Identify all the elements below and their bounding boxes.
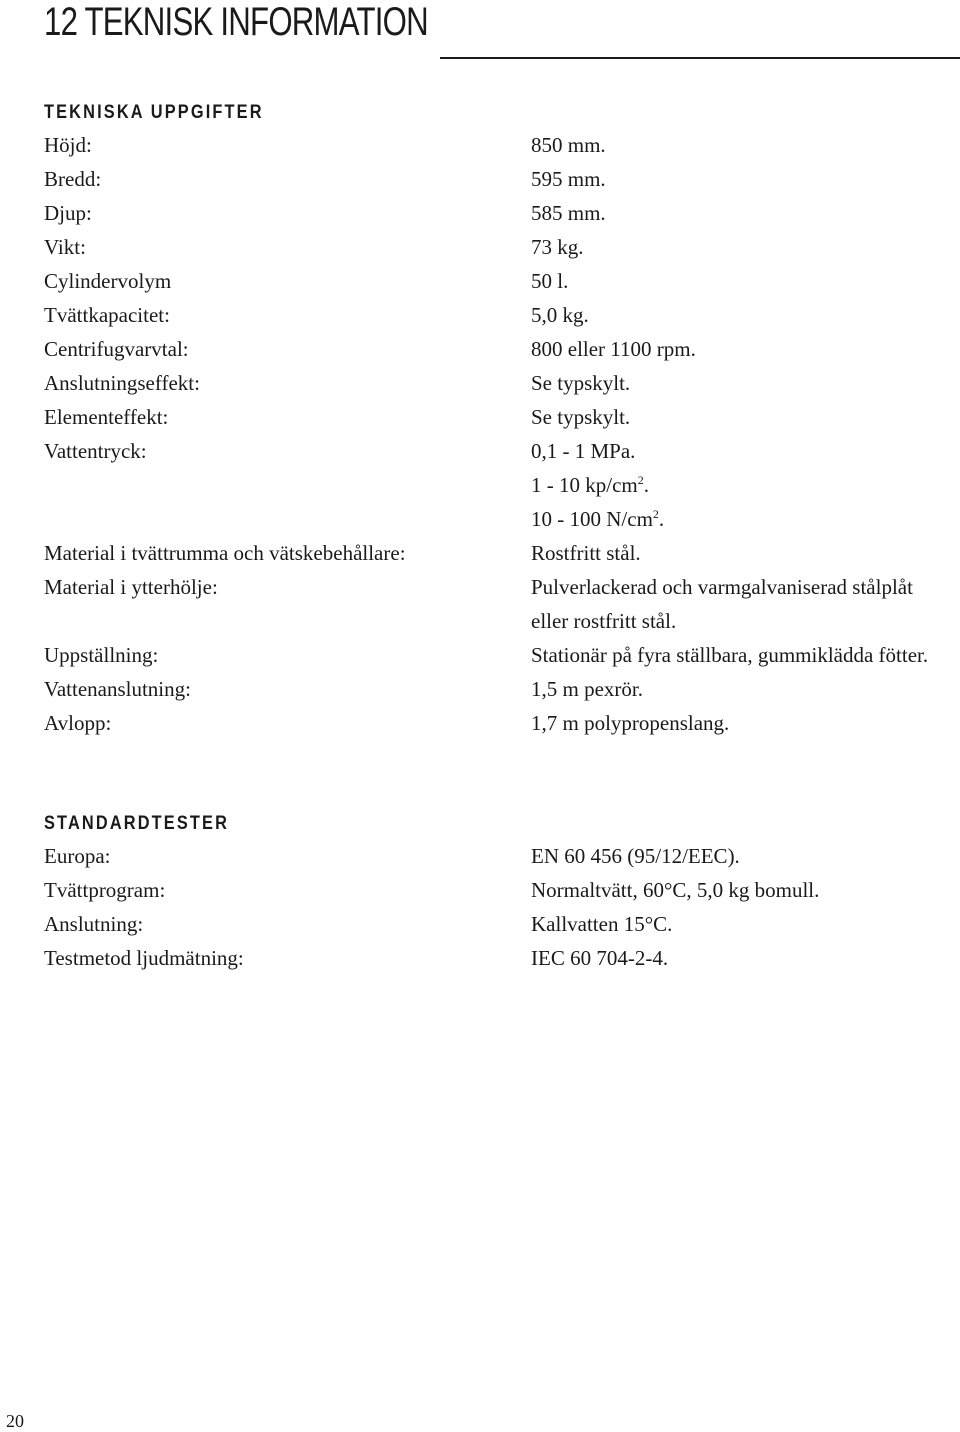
spec-value: eller rostfritt stål. [531,609,677,633]
spec-value-text: 10 - 100 N/cm [531,507,653,531]
spec-value: Se typskylt. [531,405,631,429]
spec-row-hojd [44,128,960,162]
spec-label: Material i tvättrumma och vätskebehållare: [44,541,406,565]
test-row-europa [44,839,960,873]
spec-label: Centrifugvarvtal: [44,337,189,361]
spec-row-material-tvattrumma [44,536,960,570]
page-number: 20 [6,1411,24,1431]
spec-value: 73 kg. [531,235,584,259]
spec-value: 50 l. [531,269,569,293]
spec-row-vattentryck-kp [44,468,960,502]
spec-list [44,128,960,740]
spec-row-vattentryck [44,434,960,468]
spec-value: 800 eller 1100 rpm. [531,337,696,361]
spec-value [531,468,649,502]
test-label: Tvättprogram: [44,878,166,902]
spec-row-vattenanslutning [44,672,960,706]
spec-row-vikt [44,230,960,264]
spec-value-text: 1 - 10 kp/cm [531,473,638,497]
spec-value: 595 mm. [531,167,606,191]
spec-value: Stationär på fyra ställbara, gummiklädda fötter. [531,643,929,667]
spec-label: Vattentryck: [44,439,147,463]
test-label: Testmetod ljudmätning: [44,946,244,970]
spec-label: Avlopp: [44,711,112,735]
spec-value: 0,1 - 1 MPa. [531,439,636,463]
spec-row-avlopp [44,706,960,740]
spec-row-anslutningseffekt [44,366,960,400]
superscript-exponent: 2 [637,473,644,487]
spec-value: Rostfritt stål. [531,541,641,565]
section-title-standardtester: STANDARDTESTER [44,813,230,834]
test-row-anslutning [44,907,960,941]
spec-value-suffix: . [643,473,649,497]
spec-label: Vikt: [44,235,86,259]
test-row-testmetod-ljudmatning [44,941,960,975]
spec-label: Anslutningseffekt: [44,371,200,395]
spec-value: 585 mm. [531,201,606,225]
spec-value: 5,0 kg. [531,303,589,327]
spec-value [531,502,664,536]
spec-label: Djup: [44,201,92,225]
spec-row-cylindervolym [44,264,960,298]
spec-value: Pulverlackerad och varmgalvaniserad stålplåt [531,575,913,599]
test-list [44,839,960,975]
standardtester-section [44,809,960,975]
spec-label: Höjd: [44,133,92,157]
spec-value: 850 mm. [531,133,606,157]
test-value: IEC 60 704-2-4. [531,946,669,970]
tekniska-uppgifter-section [44,98,960,740]
superscript-exponent: 2 [652,507,659,521]
spec-row-material-ytterholje-cont [44,604,960,638]
test-value: Kallvatten 15°C. [531,912,673,936]
spec-row-material-ytterholje [44,570,960,604]
test-value: Normaltvätt, 60°C, 5,0 kg bomull. [531,878,820,902]
page-title: 12 TEKNISK INFORMATION [44,0,428,44]
spec-value: 1,5 m pexrör. [531,677,643,701]
spec-row-elementeffekt [44,400,960,434]
spec-label: Material i ytterhölje: [44,575,218,599]
spec-label: Vattenanslutning: [44,677,191,701]
spec-value-suffix: . [658,507,665,531]
section-title-tekniska-uppgifter: TEKNISKA UPPGIFTER [44,102,264,123]
spec-label: Elementeffekt: [44,405,169,429]
spec-value: Se typskylt. [531,371,631,395]
test-row-tvattprogram [44,873,960,907]
test-label: Anslutning: [44,912,144,936]
spec-row-djup [44,196,960,230]
heading-divider [440,57,960,59]
spec-label: Bredd: [44,167,102,191]
test-value: EN 60 456 (95/12/EEC). [531,844,740,868]
spec-row-vattentryck-n [44,502,960,536]
spec-row-bredd [44,162,960,196]
spec-label: Cylindervolym [44,269,172,293]
spec-label: Tvättkapacitet: [44,303,170,327]
test-label: Europa: [44,844,111,868]
spec-value: 1,7 m polypropenslang. [531,711,730,735]
spec-row-tvattkapacitet [44,298,960,332]
spec-label: Uppställning: [44,643,159,667]
spec-row-uppstallning [44,638,960,672]
spec-row-centrifugvarvtal [44,332,960,366]
